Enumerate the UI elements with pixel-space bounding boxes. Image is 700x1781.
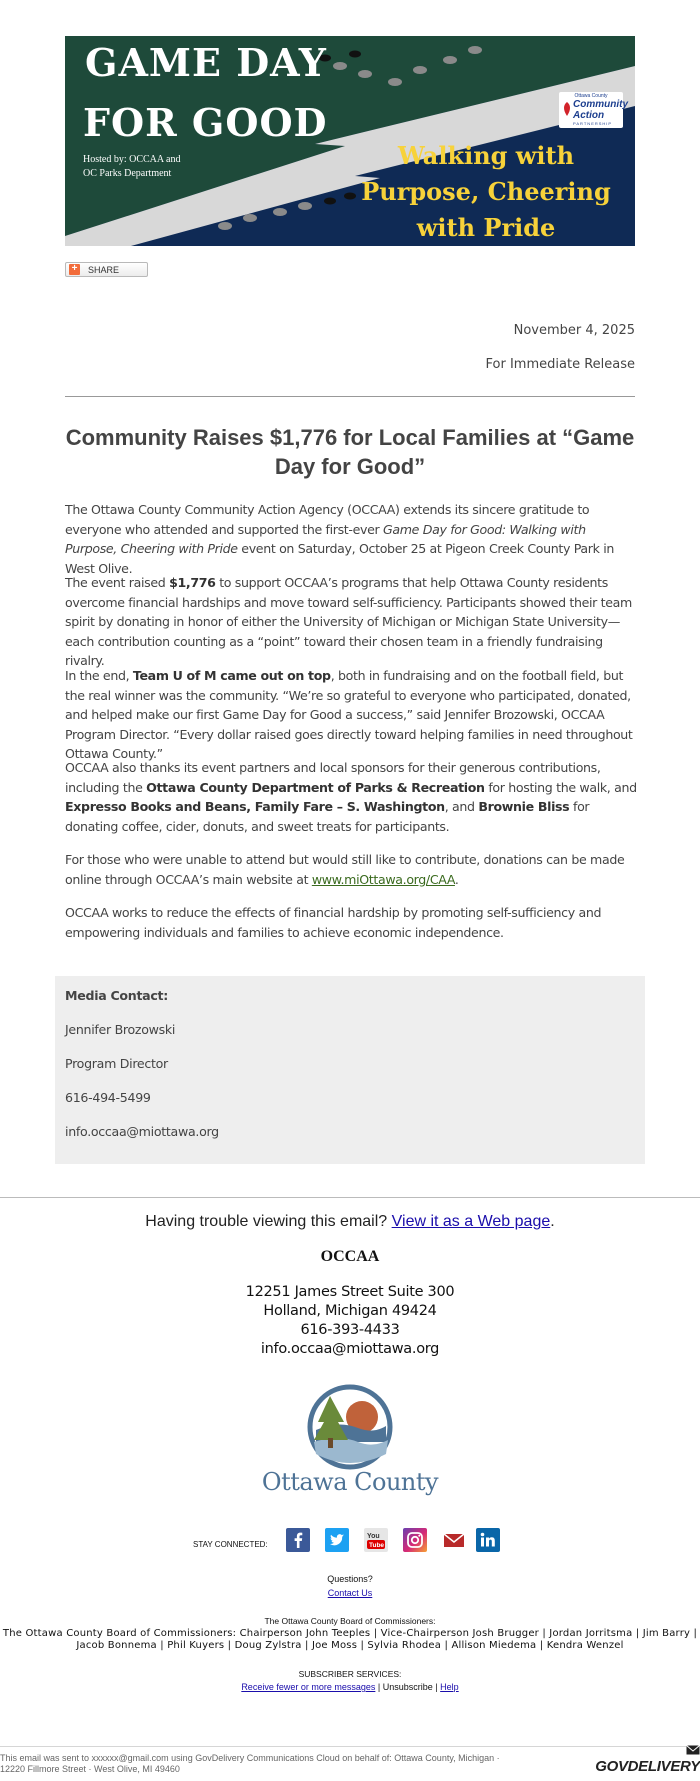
p2-text-b: to support OCCAA’s programs that help Ottawa County residents overcome financial hardships and move toward self-sufficiency. Participants showed their team spirit by donating in honor of either the University of Michigan or Michigan State University—each contribution counting as a “point” toward their chosen team in a friendly fundraising rivalry. <box>65 575 632 668</box>
header-divider <box>65 396 635 397</box>
board-members-line2: Jacob Bonnema | Phil Kuyers | Doug Zylstra | Joe Moss | Sylvia Rhodea | Allison Miedema | Kendra Wenzel <box>76 1640 624 1651</box>
share-button[interactable] <box>65 262 148 277</box>
media-contact-name: Jennifer Brozowski <box>65 1022 176 1037</box>
headline-line1: Community Raises $1,776 for Local Families at “Game <box>65 425 635 450</box>
linkedin-icon[interactable] <box>476 1528 500 1552</box>
share-label: SHARE <box>88 264 120 275</box>
youtube-icon[interactable] <box>364 1528 388 1552</box>
banner-host <box>83 153 181 181</box>
partner-logo-top: Ottawa County <box>574 93 608 99</box>
p4-text-c: , and <box>444 799 479 814</box>
p1-text-b: event on Saturday, October 25 at Pigeon Creek County Park in West Olive. <box>65 541 614 576</box>
trouble-end: . <box>550 1213 555 1230</box>
p3-text-a: In the end, <box>65 668 133 683</box>
release-date: November 4, 2025 <box>513 323 635 338</box>
p4-text-d: for donating coffee, cider, donuts, and sweet treats for participants. <box>65 799 590 834</box>
contact-us-link[interactable]: Contact Us <box>327 1588 373 1598</box>
media-contact-phone: 616-494-5499 <box>65 1090 151 1105</box>
manage-preferences-link[interactable]: Receive fewer or more messages <box>241 1682 376 1692</box>
unsubscribe-link[interactable]: Unsubscribe <box>382 1682 433 1692</box>
p4-parks: Ottawa County Department of Parks & Recreation <box>146 779 485 795</box>
delivery-notice-line1: This email was sent to xxxxxx@gmail.com using GovDelivery Communications Cloud on behalf of: Ottawa County, Michigan · <box>0 1753 500 1763</box>
twitter-icon[interactable] <box>325 1528 349 1552</box>
board-members <box>2 1628 698 1652</box>
event-banner <box>65 36 635 246</box>
board-members-line1: The Ottawa County Board of Commissioners: Chairperson John Teeples | Vice-Chairperson Josh Brugger | Jordan Jorritsma | Jim Barry | <box>2 1628 698 1639</box>
media-contact-title: Program Director <box>65 1056 168 1071</box>
banner-tagline-line2: Purpose, Cheering <box>361 177 611 206</box>
article-paragraph-1 <box>65 500 637 578</box>
svg-text:You: You <box>367 1533 380 1540</box>
contact-us-wrap <box>0 1588 700 1598</box>
community-action-logo <box>559 92 628 128</box>
media-contact-box <box>55 976 645 1164</box>
p5-text-a: For those who were unable to attend but would still like to contribute, donations can be made online through OCCAA’s main website at <box>65 852 625 887</box>
envelope-icon <box>686 1745 700 1755</box>
article-paragraph-3 <box>65 666 637 764</box>
p3-text-b: , both in fundraising and on the football field, but the real winner was the community. “We’re so grateful to everyone who participated, donated, and helped make our first Game Day for Good a success,” said Jennifer Brozowski, OCCAA Program Director. “Every dollar raised goes directly toward helping families in need throughout Ottawa County.” <box>65 668 633 761</box>
media-contact-heading: Media Contact: <box>65 988 168 1003</box>
link-separator: | <box>435 1682 438 1692</box>
p4-text-a: OCCAA also thanks its event partners and local sponsors for their generous contributions, including the <box>65 760 601 795</box>
p4-sponsors: Expresso Books and Beans, Family Fare – S. Washington <box>65 799 445 814</box>
p4-brownie-bliss: Brownie Bliss <box>478 799 570 814</box>
stay-connected-label: STAY CONNECTED: <box>193 1540 268 1549</box>
p5-text-b: . <box>454 871 459 887</box>
ottawa-county-logo <box>258 1382 442 1504</box>
ottawa-county-wordmark: Ottawa County <box>261 1468 439 1496</box>
subscriber-links <box>0 1682 700 1692</box>
govdelivery-logo[interactable]: GOVDELIVERY <box>595 1758 700 1775</box>
email-icon[interactable] <box>442 1528 466 1552</box>
article-paragraph-6: OCCAA works to reduce the effects of financial hardship by promoting self-sufficiency and empowering individuals and families to achieve economic independence. <box>65 905 602 940</box>
release-type: For Immediate Release <box>485 357 635 372</box>
board-title: The Ottawa County Board of Commissioners: <box>264 1616 436 1626</box>
svg-text:Tube: Tube <box>369 1542 385 1549</box>
banner-tagline-line3: with Pride <box>416 213 556 242</box>
p4-text-b: for hosting the walk, and <box>484 779 637 795</box>
article-paragraph-5 <box>65 850 637 889</box>
article-headline <box>65 423 635 481</box>
address-line2: Holland, Michigan 49424 <box>263 1303 437 1319</box>
media-contact-email: info.occaa@miottawa.org <box>65 1124 219 1139</box>
subscriber-services-title: SUBSCRIBER SERVICES: <box>298 1669 402 1679</box>
ottawa-county-emblem-icon <box>258 1382 442 1472</box>
address-line1: 12251 James Street Suite 300 <box>245 1284 455 1300</box>
partner-logo-words <box>573 99 628 121</box>
delivery-footer <box>0 1746 700 1781</box>
trouble-text: Having trouble viewing this email? <box>145 1213 392 1230</box>
delivery-notice <box>0 1753 560 1775</box>
article-paragraph-2 <box>65 573 637 671</box>
p2-text-a: The event raised <box>65 575 170 590</box>
article-paragraph-4 <box>65 758 637 836</box>
p3-winner: Team U of M came out on top <box>132 668 331 683</box>
banner-host-line1: Hosted by: OCCAA and <box>83 154 181 165</box>
banner-title-line2: FOR GOOD <box>83 100 328 145</box>
view-online-notice <box>0 1213 700 1231</box>
partner-logo-word2: Action <box>573 110 605 121</box>
facebook-icon[interactable] <box>286 1528 310 1552</box>
help-link[interactable]: Help <box>440 1682 459 1692</box>
instagram-icon[interactable] <box>403 1528 427 1552</box>
partner-logo-bottom: PARTNERSHIP <box>573 121 613 126</box>
link-separator: | <box>377 1682 381 1692</box>
banner-host-line2: OC Parks Department <box>83 168 172 179</box>
footer-divider <box>0 1197 700 1198</box>
plus-icon: + <box>69 264 80 275</box>
delivery-notice-line2: 12220 Fillmore Street · West Olive, MI 49460 <box>0 1764 180 1774</box>
view-web-page-link[interactable]: View it as a Web page <box>391 1213 551 1230</box>
footer-address <box>0 1283 700 1359</box>
footer-phone: 616-393-4433 <box>300 1322 400 1338</box>
footer-email: info.occaa@miottawa.org <box>260 1341 440 1357</box>
p1-event-name: Game Day for Good: Walking with Purpose, Cheering with Pride <box>65 521 586 556</box>
headline-line2: Day for Good” <box>274 454 426 479</box>
p2-amount: $1,776 <box>169 575 216 590</box>
banner-tagline-line1: Walking with <box>397 141 575 170</box>
partner-logo-word1: Community <box>573 99 628 110</box>
questions-label: Questions? <box>327 1574 373 1584</box>
banner-tagline <box>351 138 621 246</box>
community-action-mark-icon <box>562 101 573 117</box>
donation-link[interactable]: www.miOttawa.org/CAA <box>311 871 455 887</box>
footer-org-name: OCCAA <box>320 1248 380 1265</box>
banner-title-line1: GAME DAY <box>85 40 327 85</box>
p1-text-a: The Ottawa County Community Action Agency (OCCAA) extends its sincere gratitude to everyone who attended and supported the first-ever <box>65 502 590 537</box>
